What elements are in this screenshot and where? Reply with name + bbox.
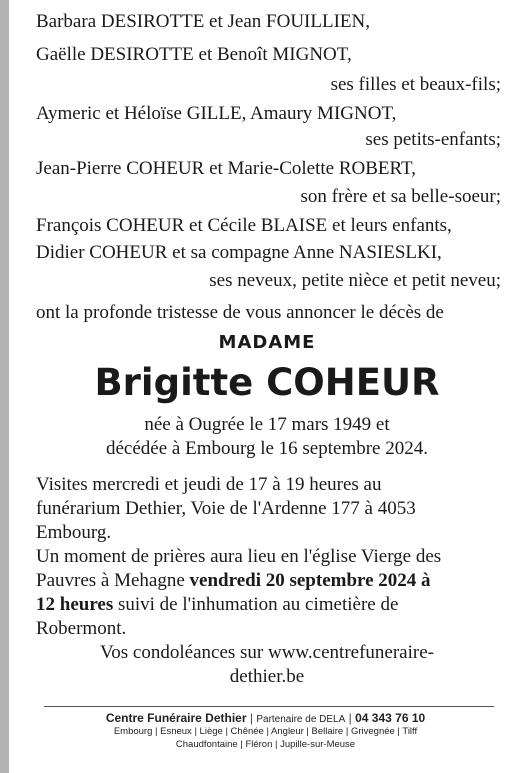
death-text: décédée à Embourg le 16 septembre 2024. <box>105 438 428 459</box>
family-relation: ses petits-enfants; <box>365 129 501 150</box>
partner-text: Partenaire de DELA <box>256 714 346 725</box>
prayer-date-bold: vendredi 20 septembre 2024 à <box>189 570 431 591</box>
condolences-line: Vos condoléances sur www.centrefuneraire- <box>100 642 434 663</box>
visits-line: Visites mercredi et jeudi de 17 à 19 heures au <box>36 474 382 495</box>
birth-text: née à Ougrée le 17 mars 1949 et <box>144 414 390 435</box>
visits-line: Embourg. <box>36 522 112 543</box>
prayer-text: Pauvres à Mehagne <box>36 570 190 591</box>
company-name: Centre Funéraire Dethier <box>105 711 247 725</box>
separator: | <box>348 711 352 725</box>
condolences-line: dethier.be <box>229 666 305 687</box>
family-relation: ses neveux, petite nièce et petit neveu; <box>209 270 501 291</box>
family-relation: ses filles et beaux-fils; <box>330 74 501 95</box>
deceased-title: MADAME <box>218 332 316 353</box>
footer-towns-line: Chaudfontaine | Fléron | Jupille-sur-Meuse <box>175 739 356 750</box>
family-line: François COHEUR et Cécile BLAISE et leurs enfants, <box>36 215 452 236</box>
prayer-line <box>36 569 431 593</box>
footer-company-line <box>30 711 501 727</box>
prayer-text: suivi de l'inhumation au cimetière de <box>113 594 399 615</box>
phone-number: 04 343 76 10 <box>355 711 426 725</box>
left-border-bar <box>0 0 9 773</box>
family-line: Jean-Pierre COHEUR et Marie-Colette ROBERT, <box>36 158 416 179</box>
announcement-text: ont la profonde tristesse de vous annoncer le décès de <box>36 302 444 323</box>
prayer-line: Un moment de prières aura lieu en l'église Vierge des <box>36 546 442 567</box>
separator: | <box>249 711 253 725</box>
prayer-time-bold: 12 heures <box>36 594 114 615</box>
prayer-line <box>36 593 398 617</box>
family-line: Aymeric et Héloïse GILLE, Amaury MIGNOT, <box>36 103 397 124</box>
family-line: Didier COHEUR et sa compagne Anne NASIESLKI, <box>36 242 442 263</box>
footer-towns-line: Embourg | Esneux | Liège | Chênée | Angleur | Bellaire | Grivegnée | Tilff <box>113 726 418 737</box>
family-line: Barbara DESIROTTE et Jean FOUILLIEN, <box>36 11 370 32</box>
footer-rule <box>44 706 494 707</box>
deceased-name: Brigitte COHEUR <box>94 361 440 404</box>
family-relation: son frère et sa belle-soeur; <box>300 186 501 207</box>
family-line: Gaëlle DESIROTTE et Benoît MIGNOT, <box>36 44 352 65</box>
visits-line: funérarium Dethier, Voie de l'Ardenne 177 à 4053 <box>36 498 416 519</box>
prayer-line: Robermont. <box>36 618 127 639</box>
